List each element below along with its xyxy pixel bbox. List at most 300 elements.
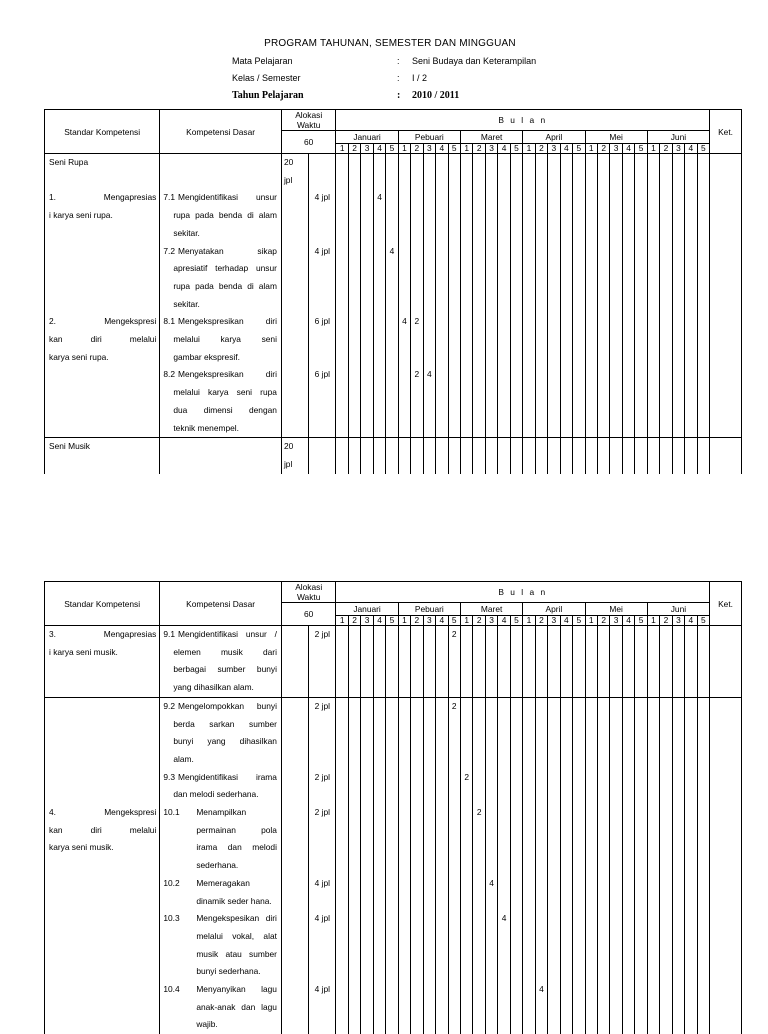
week-cell [597, 981, 609, 1034]
document-title: PROGRAM TAHUNAN, SEMESTER DAN MINGGUAN [264, 38, 516, 49]
week-cell [548, 189, 560, 242]
week-cell [510, 154, 522, 190]
kompetensi-cell: 10.4 Menyanyikan lagu anak-anak dan lagu wajib. [160, 981, 282, 1034]
header-week: 3 [610, 616, 622, 626]
week-cell [510, 626, 522, 698]
week-cell [697, 910, 710, 981]
header-week: 4 [498, 144, 510, 154]
week-cell [573, 697, 585, 768]
week-cell [660, 981, 672, 1034]
week-cell [436, 981, 448, 1034]
week-cell [423, 154, 435, 190]
week-cell [672, 366, 684, 437]
ket-cell [710, 313, 742, 366]
header-week: 2 [411, 144, 423, 154]
week-cell [423, 804, 435, 875]
kompetensi-cell: 9.3 Mengidentifikasi irama dan melodi sederhana. [160, 769, 282, 804]
week-cell [386, 875, 398, 910]
header-week: 4 [498, 616, 510, 626]
header-week: 4 [436, 144, 448, 154]
header-week: 4 [560, 144, 572, 154]
week-cell [610, 366, 622, 437]
week-cell [373, 366, 385, 437]
ket-cell [710, 189, 742, 242]
alokasi-cell [281, 243, 308, 314]
standar-cell [45, 910, 160, 981]
header-week: 1 [523, 616, 535, 626]
week-cell [597, 910, 609, 981]
week-cell [597, 189, 609, 242]
alokasi-cell [281, 366, 308, 437]
week-cell [647, 626, 659, 698]
week-cell [361, 910, 373, 981]
week-cell [610, 875, 622, 910]
table-row [45, 626, 742, 698]
week-cell [485, 910, 497, 981]
week-cell [386, 626, 398, 698]
week-cell [473, 981, 485, 1034]
week-cell [348, 697, 360, 768]
header-week: 3 [361, 144, 373, 154]
alokasi-cell [281, 804, 308, 875]
header-week: 2 [348, 144, 360, 154]
header-standar-kompetensi: Standar Kompetensi [45, 582, 160, 626]
week-cell [523, 366, 535, 437]
alokasi-cell [281, 189, 308, 242]
header-week: 4 [373, 144, 385, 154]
week-cell [398, 804, 410, 875]
ket-cell [710, 243, 742, 314]
header-week: 2 [473, 616, 485, 626]
week-cell [448, 438, 460, 474]
week-cell [585, 313, 597, 366]
week-cell [560, 189, 572, 242]
standar-cell [45, 243, 160, 314]
week-cell [398, 910, 410, 981]
week-cell [498, 313, 510, 366]
week-cell [523, 626, 535, 698]
header-kompetensi-dasar: Kompetensi Dasar [160, 582, 282, 626]
header-week: 5 [510, 144, 522, 154]
alokasi-cell: 20 jpl [281, 438, 308, 474]
schedule-mark: 4 [539, 984, 544, 995]
week-cell [635, 910, 647, 981]
standar-cell: Seni Musik [45, 438, 160, 474]
week-cell [535, 189, 547, 242]
week-cell [610, 313, 622, 366]
alokasi-cell [281, 910, 308, 981]
week-cell [473, 243, 485, 314]
week-cell [498, 243, 510, 314]
week-cell [485, 697, 497, 768]
jpl-cell: 4 jpl [309, 910, 336, 981]
week-cell [348, 366, 360, 437]
week-cell [460, 769, 472, 804]
week-cell [672, 626, 684, 698]
schedule-mark: 4 [377, 192, 382, 203]
week-cell [423, 366, 435, 437]
week-cell [398, 697, 410, 768]
week-cell [348, 438, 360, 474]
week-cell [436, 366, 448, 437]
week-cell [423, 438, 435, 474]
week-cell [523, 981, 535, 1034]
week-cell [411, 804, 423, 875]
schedule-mark: 4 [389, 245, 395, 256]
week-cell [548, 981, 560, 1034]
week-cell [510, 313, 522, 366]
standar-cell: 3. Mengapresias i karya seni musik. [45, 626, 160, 698]
week-cell [436, 769, 448, 804]
week-cell [361, 875, 373, 910]
week-cell [398, 769, 410, 804]
week-cell [498, 875, 510, 910]
week-cell [348, 910, 360, 981]
week-cell [535, 154, 547, 190]
week-cell [398, 438, 410, 474]
week-cell [460, 438, 472, 474]
week-cell [423, 981, 435, 1034]
header-month: Juni [647, 603, 709, 616]
week-cell [473, 769, 485, 804]
week-cell [448, 875, 460, 910]
week-cell [398, 875, 410, 910]
week-cell [498, 189, 510, 242]
week-cell [585, 626, 597, 698]
header-week: 3 [361, 616, 373, 626]
week-cell [610, 769, 622, 804]
alokasi-cell [281, 313, 308, 366]
week-cell [622, 189, 634, 242]
kompetensi-cell [160, 438, 282, 474]
table-row [45, 981, 742, 1034]
week-cell [448, 243, 460, 314]
week-cell [635, 875, 647, 910]
week-cell [622, 366, 634, 437]
week-cell [436, 910, 448, 981]
week-cell [473, 626, 485, 698]
week-cell [685, 154, 697, 190]
week-cell [436, 875, 448, 910]
week-cell [361, 626, 373, 698]
week-cell [548, 438, 560, 474]
header-week: 3 [672, 616, 684, 626]
week-cell [361, 366, 373, 437]
header-week: 2 [535, 144, 547, 154]
week-cell [336, 804, 348, 875]
week-cell [386, 189, 398, 242]
header-week: 5 [635, 144, 647, 154]
week-cell [498, 804, 510, 875]
table-row [45, 154, 742, 190]
week-cell [535, 438, 547, 474]
week-cell [411, 697, 423, 768]
week-cell [423, 910, 435, 981]
header-week: 1 [460, 144, 472, 154]
week-cell [473, 697, 485, 768]
header-alokasi-total: 60 [281, 603, 336, 626]
week-cell [622, 154, 634, 190]
week-cell [610, 189, 622, 242]
week-cell [597, 154, 609, 190]
week-cell [423, 875, 435, 910]
week-cell [597, 697, 609, 768]
week-cell [660, 626, 672, 698]
week-cell [585, 189, 597, 242]
header-week: 3 [423, 616, 435, 626]
week-cell [647, 981, 659, 1034]
jpl-cell: 4 jpl [309, 875, 336, 910]
week-cell [647, 313, 659, 366]
week-cell [373, 875, 385, 910]
week-cell [635, 981, 647, 1034]
standar-cell [45, 366, 160, 437]
week-cell [398, 243, 410, 314]
week-cell [610, 243, 622, 314]
header-week: 1 [398, 616, 410, 626]
week-cell [361, 438, 373, 474]
week-cell [336, 154, 348, 190]
kompetensi-cell: 8.2 Mengekspresikan diri melalui karya seni rupa dua dimensi dengan teknik menempel. [160, 366, 282, 437]
week-cell [523, 697, 535, 768]
week-cell [535, 804, 547, 875]
week-cell [460, 697, 472, 768]
week-cell [560, 910, 572, 981]
week-cell [622, 243, 634, 314]
week-cell [473, 366, 485, 437]
week-cell [361, 243, 373, 314]
week-cell [373, 769, 385, 804]
week-cell [535, 875, 547, 910]
week-cell [460, 313, 472, 366]
week-cell [697, 981, 710, 1034]
header-week: 4 [685, 144, 697, 154]
header-week: 4 [436, 616, 448, 626]
week-cell [622, 875, 634, 910]
week-cell [635, 243, 647, 314]
week-cell [573, 313, 585, 366]
alokasi-cell [281, 697, 308, 768]
week-cell [510, 189, 522, 242]
week-cell [535, 981, 547, 1034]
week-cell [398, 313, 410, 366]
header-week: 2 [660, 616, 672, 626]
week-cell [398, 189, 410, 242]
week-cell [647, 438, 659, 474]
week-cell [660, 910, 672, 981]
week-cell [523, 243, 535, 314]
ket-cell [710, 981, 742, 1034]
header-week: 3 [672, 144, 684, 154]
header-week: 3 [485, 616, 497, 626]
header-week: 1 [585, 144, 597, 154]
kompetensi-cell: 10.3 Mengekspesikan diri melalui vokal, alat musik atau sumber bunyi sederhana. [160, 910, 282, 981]
header-week: 2 [411, 616, 423, 626]
week-cell [373, 804, 385, 875]
week-cell [448, 910, 460, 981]
week-cell [685, 804, 697, 875]
week-cell [336, 910, 348, 981]
header-week: 5 [510, 616, 522, 626]
header-alokasi-waktu: Alokasi Waktu [281, 110, 336, 131]
week-cell [386, 366, 398, 437]
week-cell [660, 438, 672, 474]
jpl-cell: 2 jpl [309, 804, 336, 875]
week-cell [585, 697, 597, 768]
week-cell [697, 875, 710, 910]
week-cell [573, 438, 585, 474]
week-cell [398, 154, 410, 190]
week-cell [373, 438, 385, 474]
header-month: Mei [585, 131, 647, 144]
week-cell [535, 313, 547, 366]
schedule-mark: 4 [489, 877, 494, 888]
week-cell [510, 875, 522, 910]
kompetensi-cell: 10.1 Menampilkan permainan pola irama dan melodi sederhana. [160, 804, 282, 875]
week-cell [685, 875, 697, 910]
week-cell [436, 697, 448, 768]
header-bulan: B u l a n [336, 582, 710, 603]
week-cell [460, 189, 472, 242]
table-row [45, 366, 742, 437]
header-week: 5 [448, 144, 460, 154]
header-standar-kompetensi: Standar Kompetensi [45, 110, 160, 154]
week-cell [373, 626, 385, 698]
week-cell [411, 626, 423, 698]
week-cell [348, 626, 360, 698]
kompetensi-cell: 7.1 Mengidentifikasi unsur rupa pada benda di alam sekitar. [160, 189, 282, 242]
week-cell [610, 804, 622, 875]
week-cell [560, 366, 572, 437]
week-cell [573, 154, 585, 190]
alokasi-cell [281, 981, 308, 1034]
week-cell [411, 769, 423, 804]
week-cell [411, 313, 423, 366]
week-cell [448, 981, 460, 1034]
header-week: 1 [523, 144, 535, 154]
week-cell [697, 438, 710, 474]
week-cell [473, 875, 485, 910]
week-cell [448, 626, 460, 698]
jpl-cell: 6 jpl [309, 366, 336, 437]
header-week: 2 [660, 144, 672, 154]
week-cell [485, 243, 497, 314]
header-month: Juni [647, 131, 709, 144]
week-cell [548, 154, 560, 190]
header-ket: Ket. [710, 110, 742, 154]
table-row [45, 243, 742, 314]
week-cell [597, 875, 609, 910]
week-cell [585, 769, 597, 804]
week-cell [510, 366, 522, 437]
week-cell [373, 189, 385, 242]
standar-cell: 4. Mengekspresi kan diri melalui karya seni musik. [45, 804, 160, 875]
week-cell [647, 154, 659, 190]
week-cell [660, 875, 672, 910]
week-cell [460, 154, 472, 190]
week-cell [573, 981, 585, 1034]
week-cell [460, 910, 472, 981]
header-week: 5 [386, 616, 398, 626]
table-row [45, 189, 742, 242]
week-cell [348, 189, 360, 242]
week-cell [386, 769, 398, 804]
week-cell [411, 366, 423, 437]
week-cell [448, 697, 460, 768]
week-cell [685, 313, 697, 366]
week-cell [523, 769, 535, 804]
week-cell [411, 154, 423, 190]
week-cell [510, 981, 522, 1034]
header-week: 2 [473, 144, 485, 154]
week-cell [672, 313, 684, 366]
week-cell [635, 154, 647, 190]
ket-cell [710, 438, 742, 474]
header-week: 1 [647, 144, 659, 154]
week-cell [398, 626, 410, 698]
week-cell [585, 981, 597, 1034]
week-cell [585, 243, 597, 314]
week-cell [485, 981, 497, 1034]
week-cell [523, 313, 535, 366]
header-week: 2 [597, 144, 609, 154]
week-cell [436, 189, 448, 242]
week-cell [585, 438, 597, 474]
week-cell [436, 243, 448, 314]
week-cell [560, 438, 572, 474]
schedule-mark: 4 [427, 369, 432, 380]
week-cell [523, 910, 535, 981]
header-week: 5 [635, 616, 647, 626]
header-week: 5 [697, 616, 710, 626]
header-week: 3 [610, 144, 622, 154]
week-cell [411, 189, 423, 242]
week-cell [560, 981, 572, 1034]
week-cell [336, 875, 348, 910]
header-bulan: B u l a n [336, 110, 710, 131]
week-cell [373, 910, 385, 981]
table-row [45, 313, 742, 366]
week-cell [386, 910, 398, 981]
week-cell [685, 981, 697, 1034]
week-cell [436, 626, 448, 698]
week-cell [573, 366, 585, 437]
jpl-cell: 2 jpl [309, 697, 336, 768]
week-cell [610, 438, 622, 474]
table-row [45, 769, 742, 804]
week-cell [697, 626, 710, 698]
week-cell [622, 313, 634, 366]
week-cell [685, 438, 697, 474]
week-cell [361, 804, 373, 875]
schedule-mark: 2 [464, 771, 470, 782]
week-cell [635, 313, 647, 366]
week-cell [685, 366, 697, 437]
week-cell [672, 189, 684, 242]
table-row [45, 438, 742, 474]
week-cell [672, 875, 684, 910]
week-cell [560, 697, 572, 768]
week-cell [485, 875, 497, 910]
week-cell [548, 875, 560, 910]
week-cell [622, 804, 634, 875]
week-cell [672, 981, 684, 1034]
week-cell [585, 154, 597, 190]
week-cell [460, 804, 472, 875]
week-cell [485, 154, 497, 190]
alokasi-cell [281, 626, 308, 698]
week-cell [647, 910, 659, 981]
